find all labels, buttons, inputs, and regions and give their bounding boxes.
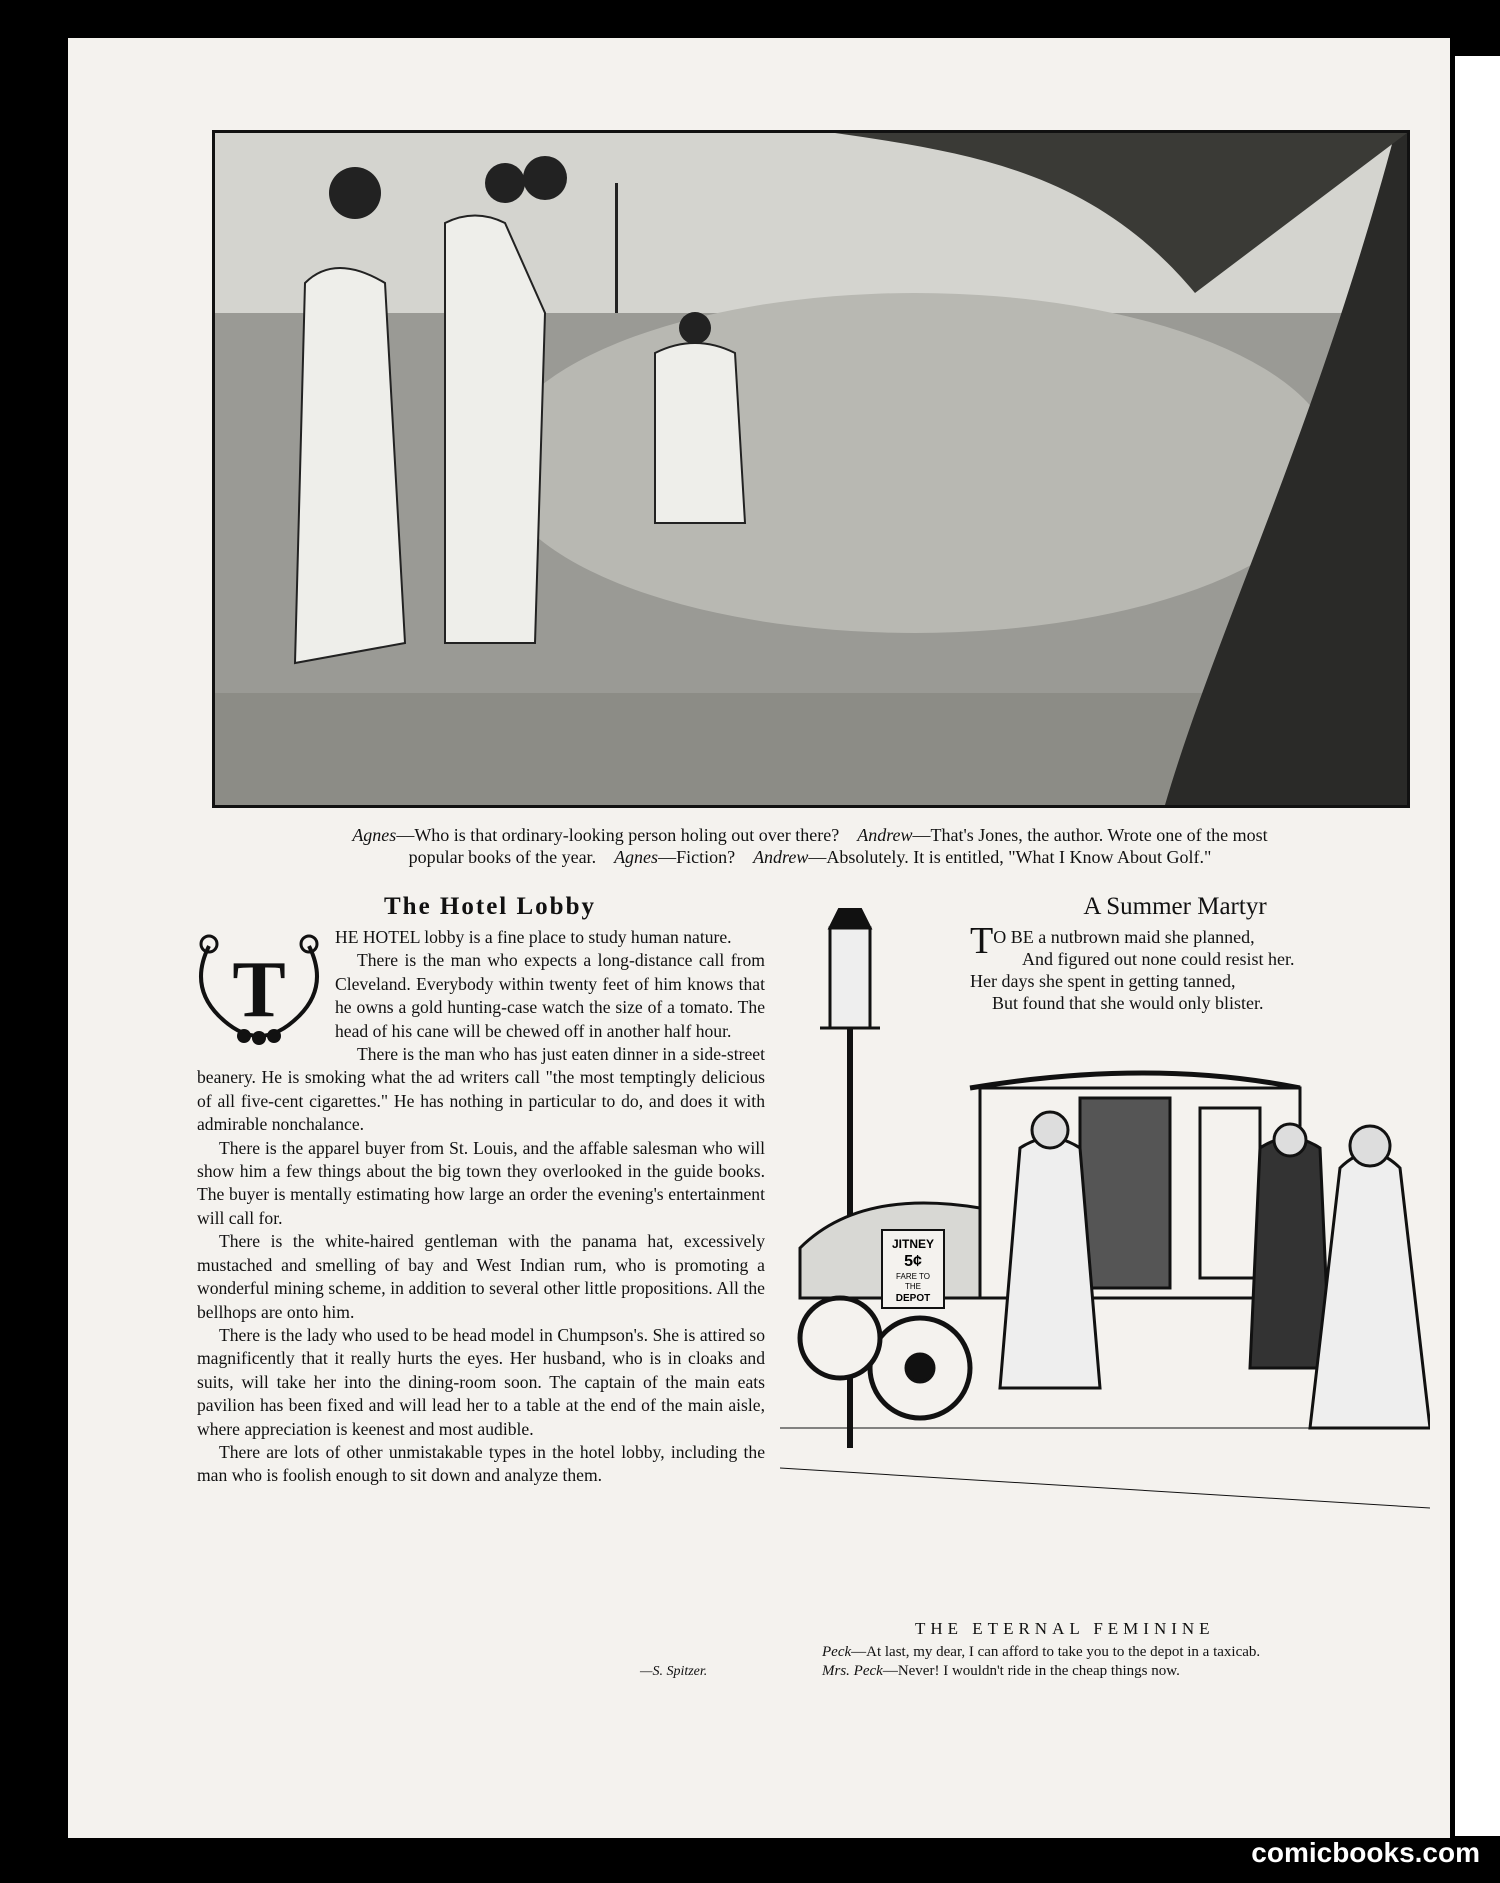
mrs-peck-line: Mrs. Peck—Never! I wouldn't ride in the cheap things now. [822,1663,1180,1679]
speaker-peck: Peck [822,1644,852,1660]
poem-line-3: Her days she spent in getting tanned, [970,971,1236,991]
jitney-sign-line: DEPOT [895,1293,931,1304]
golf-caption-line-2: popular books of the year. Agnes—Fiction? Andrew—Absolutely. It is entitled, "What I Know About Golf." [408,847,1212,867]
golf-caption [210,824,1410,868]
speaker-andrew: Andrew [753,847,809,867]
paragraph: There is the apparel buyer from St. Louis, and the affable salesman who will show him a few things about the big town they overlooked in the guide books. The buyer is mentally estimating how large an order the evening's entertainment will call for. [197,1137,765,1228]
paragraph: There is the lady who used to be head model in Chumpson's. She is attired so magnificently that it really hurts the eyes. Her husband, who is in cloaks and suits, will take her into the dining-room soon. The captain of the main eats pavilion has been fixed and will lead her to a table at the end of the main aisle, where appreciation is keenest and most audible. [197,1324,765,1439]
speaker-agnes: Agnes [352,825,397,845]
jitney-sign-line: JITNEY [891,1237,935,1251]
poem-line-2: And figured out none could resist her. [1022,949,1295,969]
speaker-andrew: Andrew [857,825,913,845]
peck-line: Peck—At last, my dear, I can afford to take you to the depot in a taxicab. [822,1644,1261,1660]
speaker-agnes: Agnes [614,847,659,867]
poem-dropcap: T [970,920,994,962]
golf-illustration [212,130,1410,808]
hotel-lobby-title: The Hotel Lobby [384,893,596,920]
eternal-feminine-title: THE ETERNAL FEMININE [915,1619,1215,1638]
paragraph: There is the white-haired gentleman with the panama hat, excessively mustached and smelling of bay and West Indian rum, who is promoting a wonderful mining scheme, in addition to several other little propositions. All the bellhops are onto him. [197,1231,765,1322]
golf-caption-line-1: Agnes—Who is that ordinary-looking person holing out over there? Andrew—That's Jones, the author. Wrote one of the most [352,825,1268,845]
author-signature: —S. Spitzer. [640,1664,708,1679]
facing-page-edge [1452,56,1500,1836]
paragraph: There are lots of other unmistakable types in the hotel lobby, including the man who is foolish enough to sit down and analyze them. [197,1441,765,1486]
poem-line-1: T O BE a nutbrown maid she planned, [970,920,1255,962]
speaker-mrs-peck: Mrs. Peck [822,1663,883,1679]
hotel-lobby-article [197,926,765,1488]
ornamental-dropcap-t [189,926,329,1049]
jitney-sign-line: FARE TO [896,1272,930,1281]
jitney-sign-line: THE [905,1282,921,1291]
poem-line-4: But found that she would only blister. [992,993,1264,1013]
eternal-feminine-caption [822,1643,1260,1681]
jitney-illustration [780,908,1430,1598]
jitney-sign-line: 5¢ [904,1253,922,1270]
site-watermark: comicbooks.com [1251,1837,1480,1868]
paragraph: HE HOTEL lobby is a fine place to study human nature. [335,927,732,947]
dropcap-letter: T [232,946,286,1034]
paragraph: There is the man who has just eaten dinner in a side-street beanery. He is smoking what the ad writers call "the most temptingly delicious of all five-cent cigarettes." He has nothing in particular to do, and does it with admirable nonchalance. [197,1044,765,1135]
summer-martyr-title: A Summer Martyr [1083,893,1267,920]
jitney-sign [882,1230,944,1308]
paragraph: There is the man who expects a long-distance call from Cleveland. Everybody within twenty feet of him knows that he owns a gold hunting-case watch the size of a tomato. The head of his cane will be chewed off in another half hour. [335,950,765,1041]
